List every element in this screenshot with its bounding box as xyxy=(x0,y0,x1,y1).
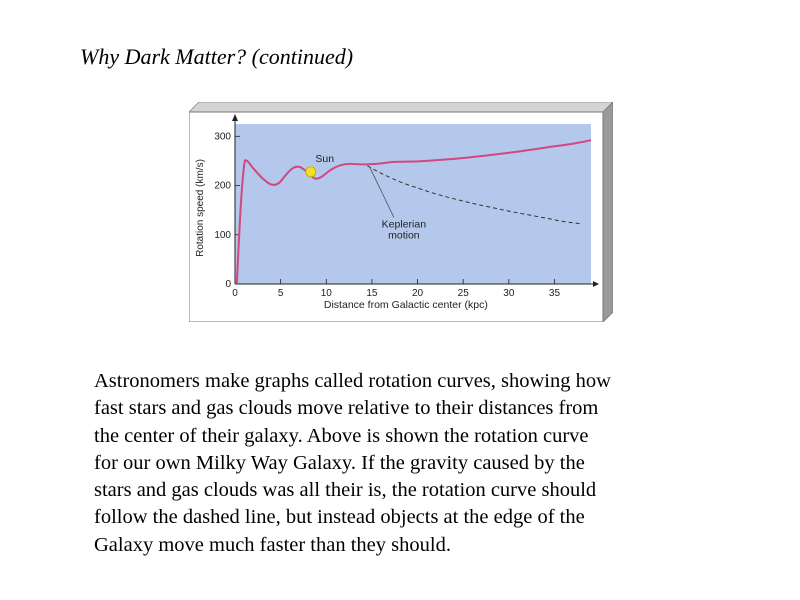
rotation-curve-figure xyxy=(189,102,613,322)
y-tick-label: 200 xyxy=(214,180,231,192)
rotation-curve-chart xyxy=(189,102,613,322)
body-line: Astronomers make graphs called rotation curves, showing how xyxy=(94,370,611,392)
body-line: follow the dashed line, but instead objects at the edge of the xyxy=(94,506,585,529)
y-tick-label: 0 xyxy=(225,279,231,290)
body-line: fast stars and gas clouds move relative to their distances from xyxy=(94,397,599,420)
frame-right-bevel xyxy=(603,102,613,322)
x-tick-label: 5 xyxy=(277,288,284,299)
body-line: stars and gas clouds was all their is, the rotation curve should xyxy=(94,479,597,502)
body-line: the center of their galaxy. Above is shown the rotation curve xyxy=(94,424,589,447)
body-line: Galaxy move much faster than they should. xyxy=(94,533,451,556)
x-tick-label: 25 xyxy=(457,288,469,299)
x-axis-title: Distance from Galactic center (kpc) xyxy=(323,299,488,311)
body-paragraph xyxy=(94,368,734,559)
x-tick-label: 15 xyxy=(366,288,378,299)
slide-title: Why Dark Matter? (continued) xyxy=(80,44,354,69)
sun-marker xyxy=(306,167,316,177)
frame-top-bevel xyxy=(189,102,613,112)
body-line: for our own Milky Way Galaxy. If the gravity caused by the xyxy=(94,451,585,474)
y-tick-label: 300 xyxy=(214,131,231,143)
x-tick-label: 0 xyxy=(232,288,238,299)
x-tick-label: 20 xyxy=(412,288,424,299)
x-tick-label: 35 xyxy=(548,288,561,299)
sun-label: Sun xyxy=(315,152,335,165)
keplerian-label: motion xyxy=(388,229,420,242)
y-axis-title: Rotation speed (km/s) xyxy=(195,159,206,257)
y-tick-label: 100 xyxy=(214,229,231,241)
keplerian-label: Keplerian xyxy=(381,218,427,231)
x-tick-label: 10 xyxy=(320,288,332,299)
x-tick-label: 30 xyxy=(503,288,515,299)
